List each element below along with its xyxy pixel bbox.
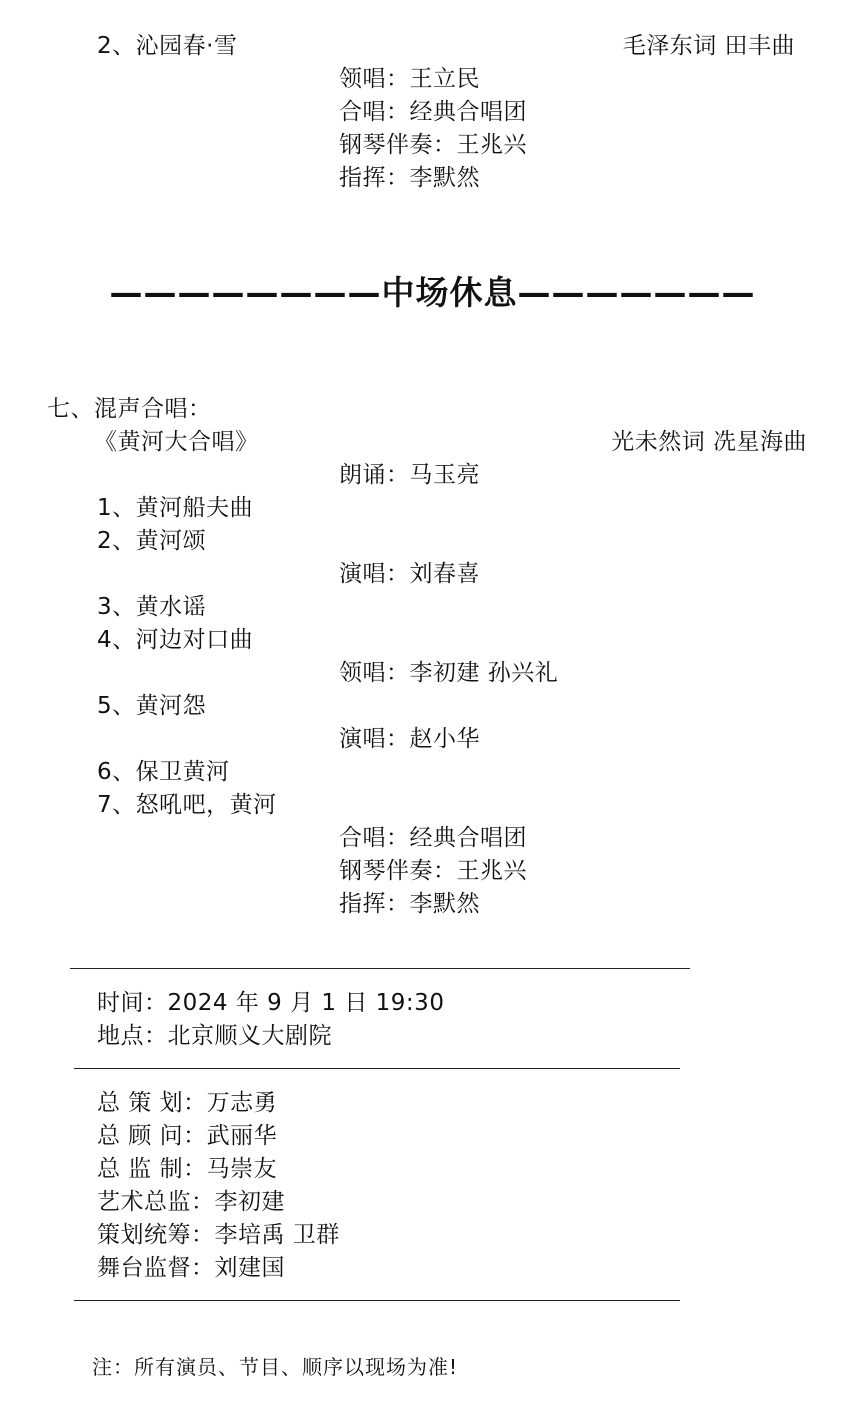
intermission-banner: ————————中场休息——————— — [109, 273, 756, 312]
movement-item: 5、黄河怨 — [97, 693, 207, 719]
performer-line: 领唱：王立民 — [339, 66, 480, 92]
movement-item: 6、保卫黄河 — [97, 759, 230, 785]
performer-line: 演唱：赵小华 — [339, 726, 480, 752]
movement-item: 2、黄河颂 — [97, 528, 207, 554]
performer-line: 合唱：经典合唱团 — [339, 99, 527, 125]
performer-line: 指挥：李默然 — [339, 165, 480, 191]
staff-credit: 总 策 划：万志勇 — [97, 1090, 278, 1116]
work-title: 《黄河大合唱》 — [94, 429, 259, 455]
reciter-line: 朗诵：马玉亮 — [339, 462, 480, 488]
movement-item: 1、黄河船夫曲 — [97, 495, 254, 521]
staff-credit: 总 监 制：马崇友 — [97, 1156, 278, 1182]
movement-item: 7、怒吼吧，黄河 — [97, 792, 277, 818]
program-item-credit: 毛泽东词 田丰曲 — [622, 33, 795, 59]
staff-credit: 策划统筹：李培禹 卫群 — [97, 1222, 340, 1248]
performer-line: 钢琴伴奏：王兆兴 — [339, 858, 527, 884]
performer-line: 演唱：刘春喜 — [339, 561, 480, 587]
performer-line: 合唱：经典合唱团 — [339, 825, 527, 851]
work-credit: 光未然词 冼星海曲 — [611, 429, 807, 455]
movement-item: 3、黄水谣 — [97, 594, 207, 620]
staff-credit: 舞台监督：刘建国 — [97, 1255, 285, 1281]
performer-line: 钢琴伴奏：王兆兴 — [339, 132, 527, 158]
program-item-title: 2、沁园春·雪 — [97, 33, 238, 59]
section-heading: 七、混声合唱： — [47, 396, 212, 422]
footnote: 注：所有演员、节目、顺序以现场为准! — [92, 1355, 459, 1379]
event-time: 时间：2024 年 9 月 1 日 19:30 — [97, 990, 445, 1016]
performer-line: 指挥：李默然 — [339, 891, 480, 917]
movement-item: 4、河边对口曲 — [97, 627, 254, 653]
performer-line: 领唱：李初建 孙兴礼 — [339, 660, 559, 686]
staff-credit: 艺术总监：李初建 — [97, 1189, 285, 1215]
staff-credit: 总 顾 问：武丽华 — [97, 1123, 278, 1149]
event-venue: 地点：北京顺义大剧院 — [97, 1023, 332, 1049]
